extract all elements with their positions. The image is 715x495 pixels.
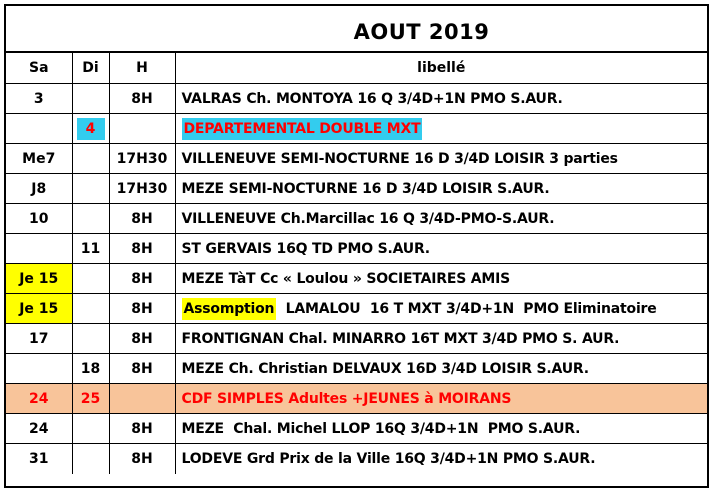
cell-di <box>72 204 109 234</box>
cell-di <box>72 444 109 474</box>
cell-di <box>72 294 109 324</box>
cell-h: 8H <box>109 204 175 234</box>
cell-h: 8H <box>109 444 175 474</box>
cell-di: 25 <box>72 384 109 414</box>
cell-h: 8H <box>109 84 175 114</box>
cell-sa: 10 <box>6 204 72 234</box>
col-header-h: H <box>109 53 175 84</box>
table-row <box>6 384 707 414</box>
cell-libelle: CDF SIMPLES Adultes +JEUNES à MOIRANS <box>175 384 707 414</box>
table-row <box>6 84 707 114</box>
cell-sa <box>6 114 72 144</box>
table-row <box>6 144 707 174</box>
col-header-libelle: libellé <box>175 53 707 84</box>
cell-di-highlight: 4 <box>77 118 105 140</box>
cell-di <box>72 324 109 354</box>
cell-libelle: MEZE TàT Cc « Loulou » SOCIETAIRES AMIS <box>175 264 707 294</box>
cell-sa: J8 <box>6 174 72 204</box>
calendar-title-bar <box>6 6 707 52</box>
cell-di <box>72 174 109 204</box>
assomption-highlight: Assomption <box>182 298 277 320</box>
cell-h <box>109 384 175 414</box>
cell-sa: Je 15 <box>6 264 72 294</box>
table-row <box>6 324 707 354</box>
cell-h: 8H <box>109 294 175 324</box>
cell-h: 8H <box>109 324 175 354</box>
cell-sa: 3 <box>6 84 72 114</box>
cell-h: 8H <box>109 354 175 384</box>
cell-libelle: ST GERVAIS 16Q TD PMO S.AUR. <box>175 234 707 264</box>
cell-di: 18 <box>72 354 109 384</box>
cell-sa <box>6 234 72 264</box>
event-text: LAMALOU 16 T MXT 3/4D+1N PMO Eliminatoire <box>276 300 657 317</box>
cell-di <box>72 144 109 174</box>
cell-sa: 24 <box>6 384 72 414</box>
cell-libelle: VILLENEUVE Ch.Marcillac 16 Q 3/4D-PMO-S.AUR. <box>175 204 707 234</box>
col-header-sa: Sa <box>6 53 72 84</box>
cell-h: 8H <box>109 234 175 264</box>
cell-sa: 24 <box>6 414 72 444</box>
cell-sa: 17 <box>6 324 72 354</box>
cell-sa: Me7 <box>6 144 72 174</box>
cell-di <box>72 264 109 294</box>
cell-h: 17H30 <box>109 174 175 204</box>
cell-sa: Je 15 <box>6 294 72 324</box>
table-row <box>6 114 707 144</box>
table-row <box>6 174 707 204</box>
cell-sa <box>6 354 72 384</box>
events-table <box>6 52 707 474</box>
cell-libelle: MEZE Ch. Christian DELVAUX 16D 3/4D LOISIR S.AUR. <box>175 354 707 384</box>
cell-h: 8H <box>109 414 175 444</box>
cell-di: 11 <box>72 234 109 264</box>
cell-di <box>72 84 109 114</box>
col-header-di: Di <box>72 53 109 84</box>
cell-h: 17H30 <box>109 144 175 174</box>
cell-sa: 31 <box>6 444 72 474</box>
cell-libelle: MEZE Chal. Michel LLOP 16Q 3/4D+1N PMO S.AUR. <box>175 414 707 444</box>
cell-di <box>72 114 109 144</box>
table-row <box>6 294 707 324</box>
table-row <box>6 414 707 444</box>
cell-libelle <box>175 114 707 144</box>
table-row <box>6 234 707 264</box>
cell-di <box>72 414 109 444</box>
cell-h <box>109 114 175 144</box>
table-row <box>6 354 707 384</box>
event-highlight-departemental: DEPARTEMENTAL DOUBLE MXT <box>182 118 423 140</box>
cell-libelle: VILLENEUVE SEMI-NOCTURNE 16 D 3/4D LOISIR 3 parties <box>175 144 707 174</box>
table-row <box>6 264 707 294</box>
page-title: AOUT 2019 <box>353 20 490 44</box>
calendar-frame <box>4 4 709 488</box>
table-header-row <box>6 53 707 84</box>
cell-h: 8H <box>109 264 175 294</box>
table-row <box>6 204 707 234</box>
table-row <box>6 444 707 474</box>
cell-libelle: LODEVE Grd Prix de la Ville 16Q 3/4D+1N PMO S.AUR. <box>175 444 707 474</box>
cell-libelle <box>175 294 707 324</box>
cell-libelle: MEZE SEMI-NOCTURNE 16 D 3/4D LOISIR S.AUR. <box>175 174 707 204</box>
cell-libelle: VALRAS Ch. MONTOYA 16 Q 3/4D+1N PMO S.AUR. <box>175 84 707 114</box>
cell-libelle: FRONTIGNAN Chal. MINARRO 16T MXT 3/4D PMO S. AUR. <box>175 324 707 354</box>
